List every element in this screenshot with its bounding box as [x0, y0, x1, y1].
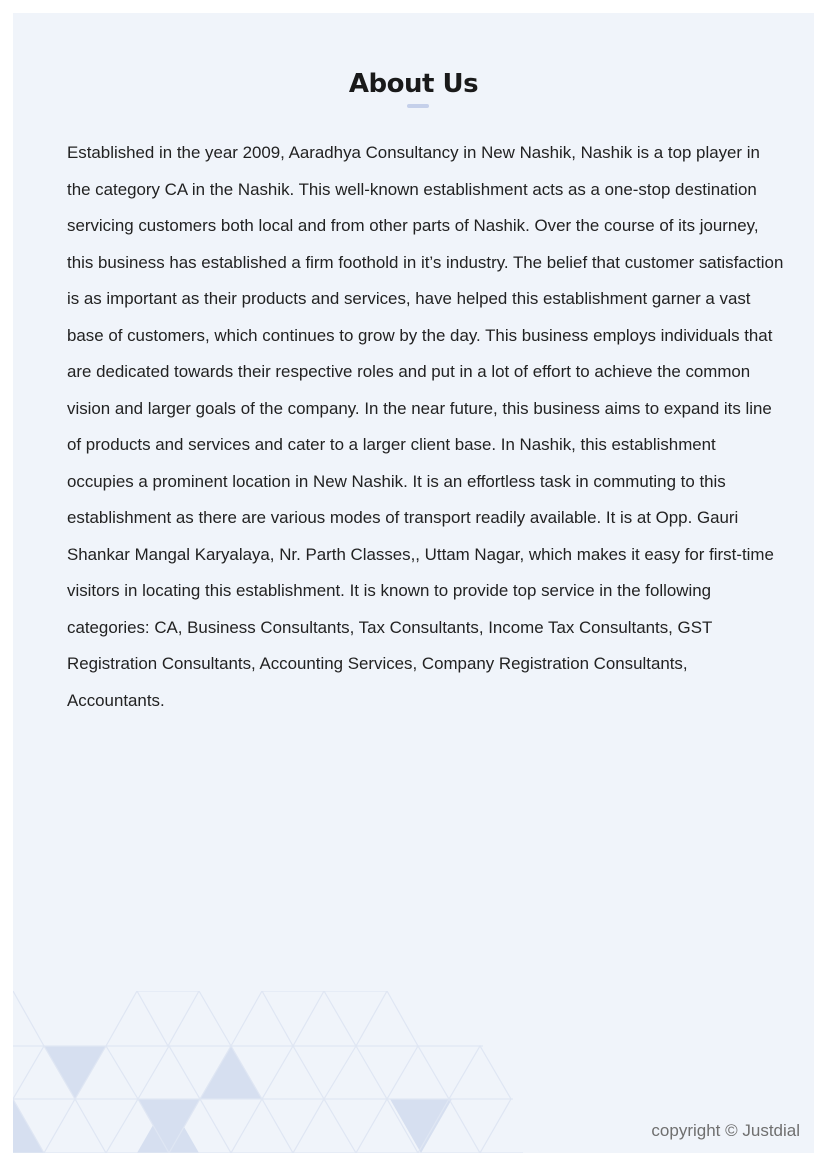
title-underline	[407, 104, 429, 108]
about-paragraph: Established in the year 2009, Aaradhya Consultancy in New Nashik, Nashik is a top player in the category CA in the Nashik. This well-known establishment acts as a one-stop destination servicing customers both local and from other parts of Nashik. Over the course of its journey, this business has established a firm foothold in it’s industry. The belief that customer satisfaction is as important as their products and services, have helped this establishment garner a vast base of customers, which continues to grow by the day. This business employs individuals that are dedicated towards their respective roles and put in a lot of effort to achieve the common vision and larger goals of the company. In the near future, this business aims to expand its line of products and services and cater to a larger client base. In Nashik, this establishment occupies a prominent location in New Nashik. It is an effortless task in commuting to this establishment as there are various modes of transport readily available. It is at Opp. Gauri Shankar Mangal Karyalaya, Nr. Parth Classes,, Uttam Nagar, which makes it easy for first-time visitors in locating this establishment. It is known to provide top service in the following categories: CA, Business Consultants, Tax Consultants, Income Tax Consultants, GST Registration Consultants, Accounting Services, Company Registration Consultants, Accountants.	[67, 143, 784, 710]
about-page	[13, 13, 814, 1153]
triangle-pattern-decoration	[13, 991, 523, 1153]
page-title: About Us	[348, 69, 479, 99]
copyright-text: copyright © Justdial	[651, 1121, 800, 1140]
